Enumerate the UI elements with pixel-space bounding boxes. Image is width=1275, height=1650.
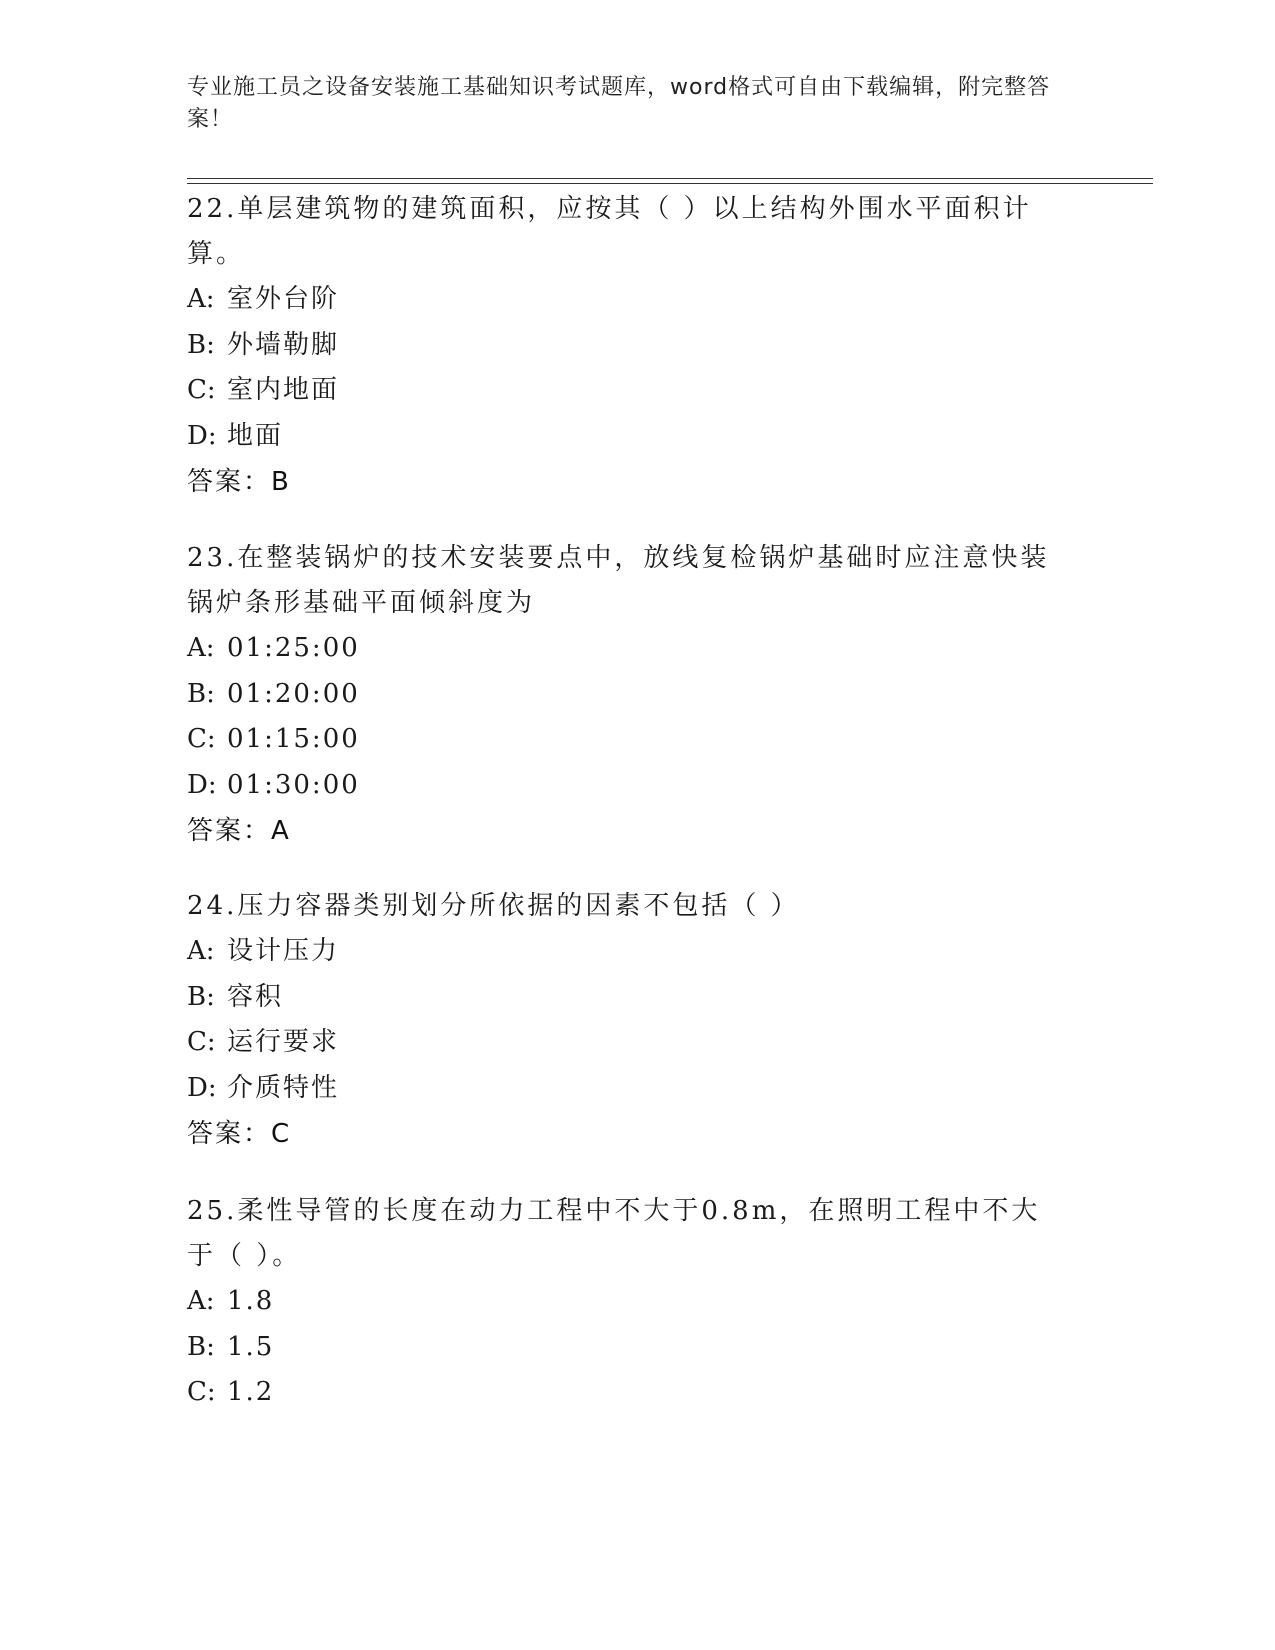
answer-line: 答案：A [187,816,289,846]
answer-value: B [271,467,289,497]
option-c: C: 01:15:00 [187,724,360,754]
question-22 [187,187,1087,505]
header-divider-bottom [187,183,1153,184]
option-b: B: 外墙勒脚 [187,329,340,360]
option-b: B: 01:20:00 [187,678,360,709]
option-b: B: 容积 [187,981,284,1012]
answer-value: A [271,816,289,846]
document-header: 专业施工员之设备安装施工基础知识考试题库，word格式可自由下载编辑，附完整答案！ [187,75,1051,132]
question-text: 25.柔性导管的长度在动力工程中不大于0.8m，在照明工程中不大于（ ）。 [187,1196,1041,1271]
header-divider-top [187,178,1153,179]
question-24 [187,884,1087,1157]
option-a: A: 1.8 [187,1286,275,1316]
option-a: A: 01:25:00 [187,633,360,663]
option-c: C: 运行要求 [187,1027,340,1057]
option-a: A: 设计压力 [187,936,340,966]
answer-line: 答案：C [187,1119,290,1149]
option-a: A: 室外台阶 [187,284,340,314]
question-text: 22.单层建筑物的建筑面积，应按其（ ）以上结构外围水平面积计算。 [187,194,1032,269]
answer-value: C [271,1119,290,1149]
question-text: 23.在整装锅炉的技术安装要点中，放线复检锅炉基础时应注意快装锅炉条形基础平面倾斜度为 [187,543,1050,618]
option-d: D: 01:30:00 [187,769,360,800]
option-d: D: 地面 [187,420,284,451]
question-23 [187,536,1087,854]
question-25 [187,1189,1087,1416]
answer-line: 答案：B [187,467,289,497]
option-c: C: 室内地面 [187,375,340,405]
option-d: D: 介质特性 [187,1072,340,1103]
question-text: 24.压力容器类别划分所依据的因素不包括（ ） [187,891,800,921]
option-b: B: 1.5 [187,1331,275,1362]
option-c: C: 1.2 [187,1377,275,1407]
